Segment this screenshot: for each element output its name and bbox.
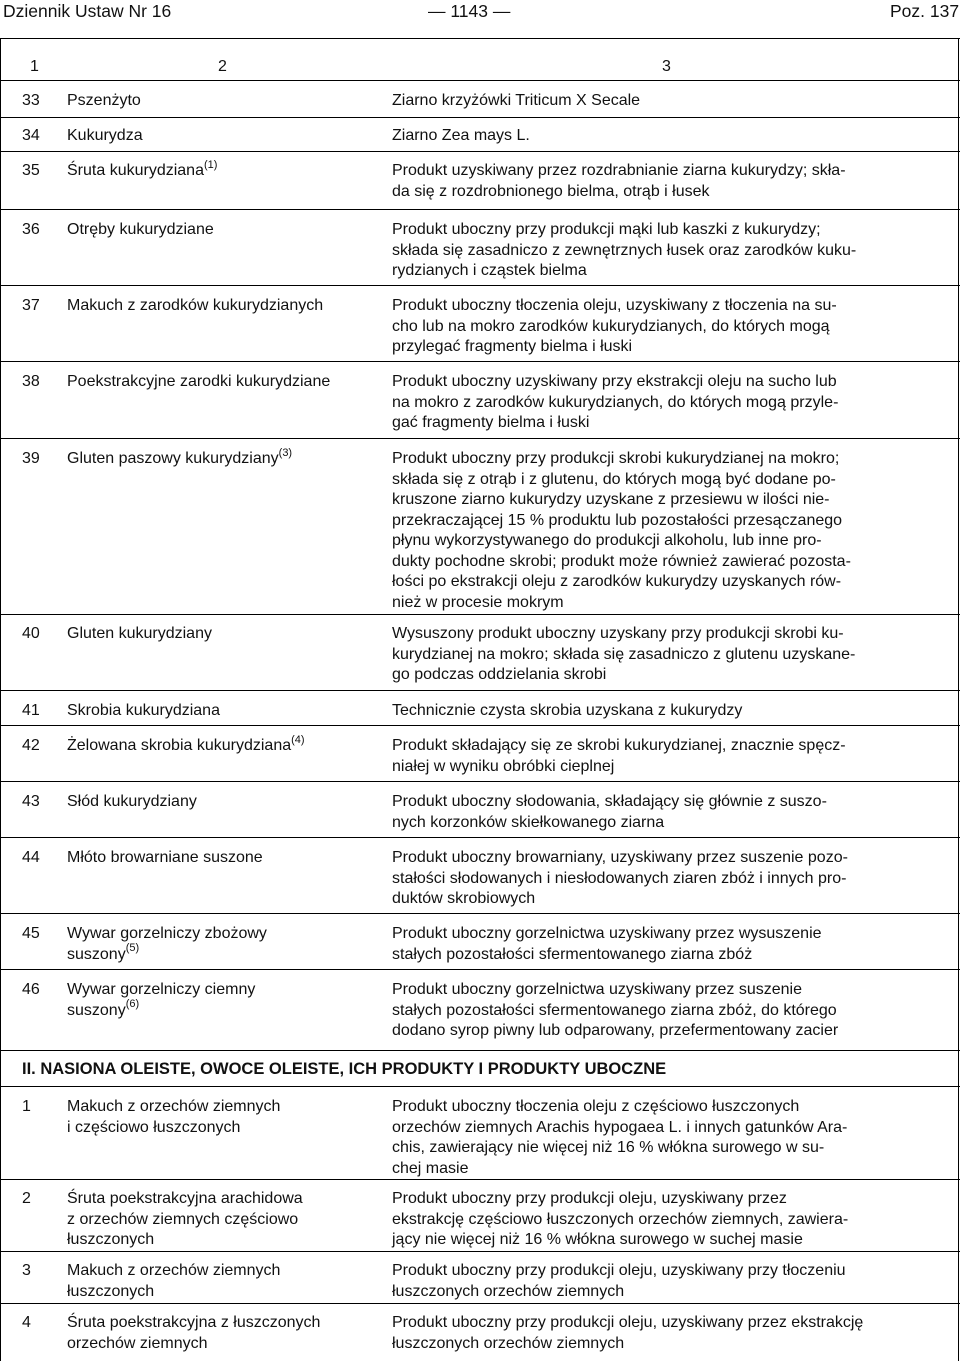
description-line: składa się z otrąb i z glutenu, do których mogą być dodane po- bbox=[392, 470, 836, 488]
description-line: duktów skrobiowych bbox=[392, 890, 536, 907]
row-separator bbox=[0, 781, 960, 782]
description-line: Produkt uboczny przy produkcji skrobi kukurydzianej na mokro; bbox=[392, 450, 840, 467]
feed-name-line: Poekstrakcyjne zarodki kukurydziane bbox=[67, 373, 331, 390]
feed-name-line: Skrobia kukurydziana bbox=[67, 702, 220, 719]
feed-name bbox=[67, 701, 387, 722]
feed-description bbox=[392, 1261, 955, 1302]
description-line: stałych pozostałości sfermentowanego ziarna zbóż, do którego bbox=[392, 1001, 837, 1019]
feed-description bbox=[392, 624, 955, 686]
row-number: 45 bbox=[22, 925, 40, 942]
description-line: przylegać fragmenty bielma i łuski bbox=[392, 338, 633, 355]
feed-name bbox=[67, 126, 387, 147]
row-separator bbox=[0, 1179, 960, 1180]
column-header-3: 3 bbox=[662, 58, 671, 75]
row-number: 1 bbox=[22, 1098, 31, 1115]
description-line: Produkt uzyskiwany przez rozdrabnianie ziarna kukurydzy; skła- bbox=[392, 162, 846, 179]
row-number: 38 bbox=[22, 373, 40, 390]
feed-name bbox=[67, 1261, 387, 1302]
feed-name-line: Pszenżyto bbox=[67, 92, 141, 109]
description-line: Produkt uboczny przy produkcji oleju, uzyskiwany przy tłoczeniu bbox=[392, 1262, 846, 1279]
description-line: Technicznie czysta skrobia uzyskana z kukurydzy bbox=[392, 702, 743, 719]
description-line: kruszone ziarno kukurydzy uzyskane z przesiewu w ilości nie- bbox=[392, 491, 830, 508]
row-number: 35 bbox=[22, 162, 40, 179]
feed-name bbox=[67, 296, 387, 317]
footnote-ref: (4) bbox=[291, 733, 305, 746]
footnote-ref: (1) bbox=[203, 158, 218, 171]
description-line: Produkt uboczny przy produkcji oleju, uzyskiwany przez ekstrakcję bbox=[392, 1314, 864, 1331]
feed-name bbox=[67, 158, 387, 182]
row-separator bbox=[0, 1050, 960, 1051]
row-number: 41 bbox=[22, 702, 40, 719]
description-line: na mokro z zarodków kukurydzianych, do których mogą przyle- bbox=[392, 393, 839, 411]
feed-name-line: Słód kukurydziany bbox=[67, 793, 197, 810]
description-line: Produkt uboczny tłoczenia oleju z częściowo łuszczonych bbox=[392, 1098, 800, 1115]
description-line: nych korzonków skiełkowanego ziarna bbox=[392, 813, 665, 831]
description-line: orzechów ziemnych Arachis hypogaea L. i innych gatunków Ara- bbox=[392, 1118, 848, 1136]
row-separator bbox=[0, 837, 960, 838]
description-line: nież w procesie mokrym bbox=[392, 593, 564, 611]
feed-description bbox=[392, 736, 955, 777]
feed-name bbox=[67, 220, 387, 241]
description-line: chis, zawierający nie więcej niż 16 % włókna surowego w su- bbox=[392, 1139, 825, 1156]
feed-name-line: Śruta poekstrakcyjna z łuszczonych bbox=[67, 1314, 321, 1331]
row-separator bbox=[0, 80, 960, 81]
feed-name bbox=[67, 1097, 387, 1138]
footnote-ref: (6) bbox=[125, 998, 140, 1011]
feed-name bbox=[67, 446, 387, 470]
feed-name-line: Wywar gorzelniczy zbożowy bbox=[67, 925, 267, 942]
description-line: stałości słodowanych i niesłodowanych ziaren zbóż i innych pro- bbox=[392, 869, 847, 887]
row-number: 4 bbox=[22, 1314, 31, 1331]
row-separator bbox=[0, 725, 960, 726]
description-line: Produkt uboczny gorzelnictwa uzyskiwany przez wysuszenie bbox=[392, 925, 822, 942]
feed-description bbox=[392, 161, 955, 202]
feed-name bbox=[67, 980, 387, 1021]
feed-description bbox=[392, 848, 955, 910]
feed-name-line: Makuch z zarodków kukurydzianych bbox=[67, 297, 324, 314]
feed-description bbox=[392, 1313, 955, 1354]
row-separator bbox=[0, 1303, 960, 1304]
description-line: dukty pochodne skrobi; produkt może również zawierać pozosta- bbox=[392, 552, 851, 570]
feed-description bbox=[392, 449, 955, 613]
feed-description bbox=[392, 924, 955, 965]
description-line: Produkt uboczny browarniany, uzyskiwany przez suszenie pozo- bbox=[392, 849, 848, 866]
row-number: 33 bbox=[22, 92, 40, 109]
description-line: Produkt uboczny przy produkcji oleju, uzyskiwany przez bbox=[392, 1190, 787, 1207]
feed-name-line: z orzechów ziemnych częściowo bbox=[67, 1210, 299, 1228]
row-separator bbox=[0, 1086, 960, 1087]
description-line: kurydzianej na mokro; składa się zasadniczo z glutenu uzyskane- bbox=[392, 645, 856, 663]
row-separator bbox=[0, 614, 960, 615]
row-separator bbox=[0, 361, 960, 362]
row-separator bbox=[0, 117, 960, 118]
footnote-ref: (5) bbox=[125, 942, 140, 955]
description-line: składa się zasadniczo z zewnętrznych łusek oraz zarodków kuku- bbox=[392, 241, 857, 259]
row-number: 43 bbox=[22, 793, 40, 810]
row-number: 42 bbox=[22, 737, 40, 754]
top-rule bbox=[0, 38, 960, 39]
description-line: łości po ekstrakcji oleju z zarodków kukurydzy uzyskanych rów- bbox=[392, 573, 842, 590]
position-number: Poz. 137 bbox=[890, 1, 960, 21]
feed-name bbox=[67, 1189, 387, 1251]
feed-name-line: Kukurydza bbox=[67, 127, 143, 144]
feed-name-line: suszony$^{(5)}$ bbox=[67, 942, 140, 963]
feed-description bbox=[392, 372, 955, 434]
feed-name bbox=[67, 733, 387, 757]
feed-name bbox=[67, 91, 387, 112]
feed-description bbox=[392, 1097, 955, 1179]
feed-description bbox=[392, 220, 955, 282]
description-line: łuszczonych orzechów ziemnych bbox=[392, 1282, 625, 1300]
description-line: Produkt uboczny słodowania, składający się głównie z suszo- bbox=[392, 793, 827, 810]
left-border bbox=[0, 38, 1, 1361]
row-separator bbox=[0, 1251, 960, 1252]
feed-name-line: Gluten kukurydziany bbox=[67, 625, 212, 642]
feed-name bbox=[67, 624, 387, 645]
description-line: płynu wykorzystywanego do produkcji alkoholu, lub inne pro- bbox=[392, 532, 822, 549]
description-line: Produkt uboczny uzyskiwany przy ekstrakcji oleju na sucho lub bbox=[392, 373, 837, 390]
page-number: — 1143 — bbox=[428, 1, 511, 21]
description-line: go podczas oddzielania skrobi bbox=[392, 666, 607, 683]
row-number: 39 bbox=[22, 450, 40, 467]
feed-description bbox=[392, 980, 955, 1042]
feed-name-line: orzechów ziemnych bbox=[67, 1334, 208, 1352]
section-title: II. NASIONA OLEISTE, OWOCE OLEISTE, ICH PRODUKTY I PRODUKTY UBOCZNE bbox=[22, 1060, 667, 1078]
feed-name-line: łuszczonych bbox=[67, 1231, 155, 1248]
description-line: Produkt uboczny przy produkcji mąki lub kaszki z kukurydzy; bbox=[392, 221, 821, 238]
feed-name-line: Otręby kukurydziane bbox=[67, 221, 214, 238]
description-line: chej masie bbox=[392, 1159, 469, 1177]
feed-name bbox=[67, 372, 387, 393]
row-separator bbox=[0, 969, 960, 970]
column-header-2: 2 bbox=[218, 58, 227, 75]
feed-description bbox=[392, 701, 955, 722]
row-number: 34 bbox=[22, 127, 40, 144]
description-line: niałej w wyniku obróbki cieplnej bbox=[392, 757, 615, 775]
row-number: 40 bbox=[22, 625, 40, 642]
feed-name-line: Makuch z orzechów ziemnych bbox=[67, 1262, 281, 1279]
description-line: cho lub na mokro zarodków kukurydzianych, do których mogą bbox=[392, 317, 830, 335]
feed-description bbox=[392, 792, 955, 833]
feed-description bbox=[392, 296, 955, 358]
feed-name-line: i częściowo łuszczonych bbox=[67, 1118, 241, 1136]
description-line: Ziarno krzyżówki Triticum X Secale bbox=[392, 92, 641, 109]
row-number: 37 bbox=[22, 297, 40, 314]
feed-name-line: Wywar gorzelniczy ciemny bbox=[67, 981, 256, 998]
row-number: 2 bbox=[22, 1190, 31, 1207]
feed-name bbox=[67, 848, 387, 869]
row-separator bbox=[0, 285, 960, 286]
feed-name bbox=[67, 792, 387, 813]
feed-description bbox=[392, 126, 955, 147]
feed-name bbox=[67, 924, 387, 965]
row-separator bbox=[0, 151, 960, 152]
feed-name-line: Śruta kukurydziana$^{(1)}$ bbox=[67, 158, 218, 179]
feed-name bbox=[67, 1313, 387, 1354]
page-header bbox=[0, 0, 960, 36]
description-line: Ziarno Zea mays L. bbox=[392, 127, 530, 144]
row-number: 36 bbox=[22, 221, 40, 238]
feed-name-line: Gluten paszowy kukurydziany$^{(3)}$ bbox=[67, 446, 293, 467]
footnote-ref: (3) bbox=[278, 446, 293, 459]
feed-description bbox=[392, 91, 955, 112]
row-number: 3 bbox=[22, 1262, 31, 1279]
description-line: Produkt składający się ze skrobi kukurydzianej, znacznie spęcz- bbox=[392, 737, 846, 754]
description-line: łuszczonych orzechów ziemnych bbox=[392, 1334, 625, 1352]
journal-title: Dziennik Ustaw Nr 16 bbox=[3, 1, 172, 21]
row-separator bbox=[0, 438, 960, 439]
description-line: da się z rozdrobnionego bielma, otrąb i łusek bbox=[392, 182, 710, 200]
description-line: Produkt uboczny tłoczenia oleju, uzyskiwany z tłoczenia na su- bbox=[392, 297, 837, 314]
row-separator bbox=[0, 913, 960, 914]
feed-name-line: Żelowana skrobia kukurydziana$^{(4)}$ bbox=[67, 733, 305, 754]
description-line: Produkt uboczny gorzelnictwa uzyskiwany przez suszenie bbox=[392, 981, 802, 998]
description-line: przekraczającej 15 % produktu lub pozostałości przesączanego bbox=[392, 511, 843, 529]
description-line: Wysuszony produkt uboczny uzyskany przy produkcji skrobi ku- bbox=[392, 625, 844, 642]
description-line: stałych pozostałości sfermentowanego ziarna zbóż bbox=[392, 945, 753, 963]
right-border bbox=[958, 38, 959, 1361]
description-line: ekstrakcję częściowo łuszczonych orzechów ziemnych, zawiera- bbox=[392, 1210, 849, 1228]
feed-name-line: Młóto browarniane suszone bbox=[67, 849, 263, 866]
description-line: dodano syrop piwny lub odparowany, przefermentowany zacier bbox=[392, 1022, 839, 1039]
column-header-1: 1 bbox=[30, 58, 39, 75]
row-separator bbox=[0, 209, 960, 210]
row-number: 44 bbox=[22, 849, 40, 866]
description-line: gać fragmenty bielma i łuski bbox=[392, 414, 590, 431]
description-line: jący nie więcej niż 16 % włókna surowego w suchej masie bbox=[392, 1231, 803, 1248]
feed-description bbox=[392, 1189, 955, 1251]
feed-name-line: łuszczonych bbox=[67, 1282, 155, 1300]
description-line: rydzianych i cząstek bielma bbox=[392, 262, 587, 279]
feed-name-line: suszony$^{(6)}$ bbox=[67, 998, 140, 1019]
feed-name-line: Makuch z orzechów ziemnych bbox=[67, 1098, 281, 1115]
feed-name-line: Śruta poekstrakcyjna arachidowa bbox=[67, 1190, 303, 1207]
row-separator bbox=[0, 690, 960, 691]
row-number: 46 bbox=[22, 981, 40, 998]
